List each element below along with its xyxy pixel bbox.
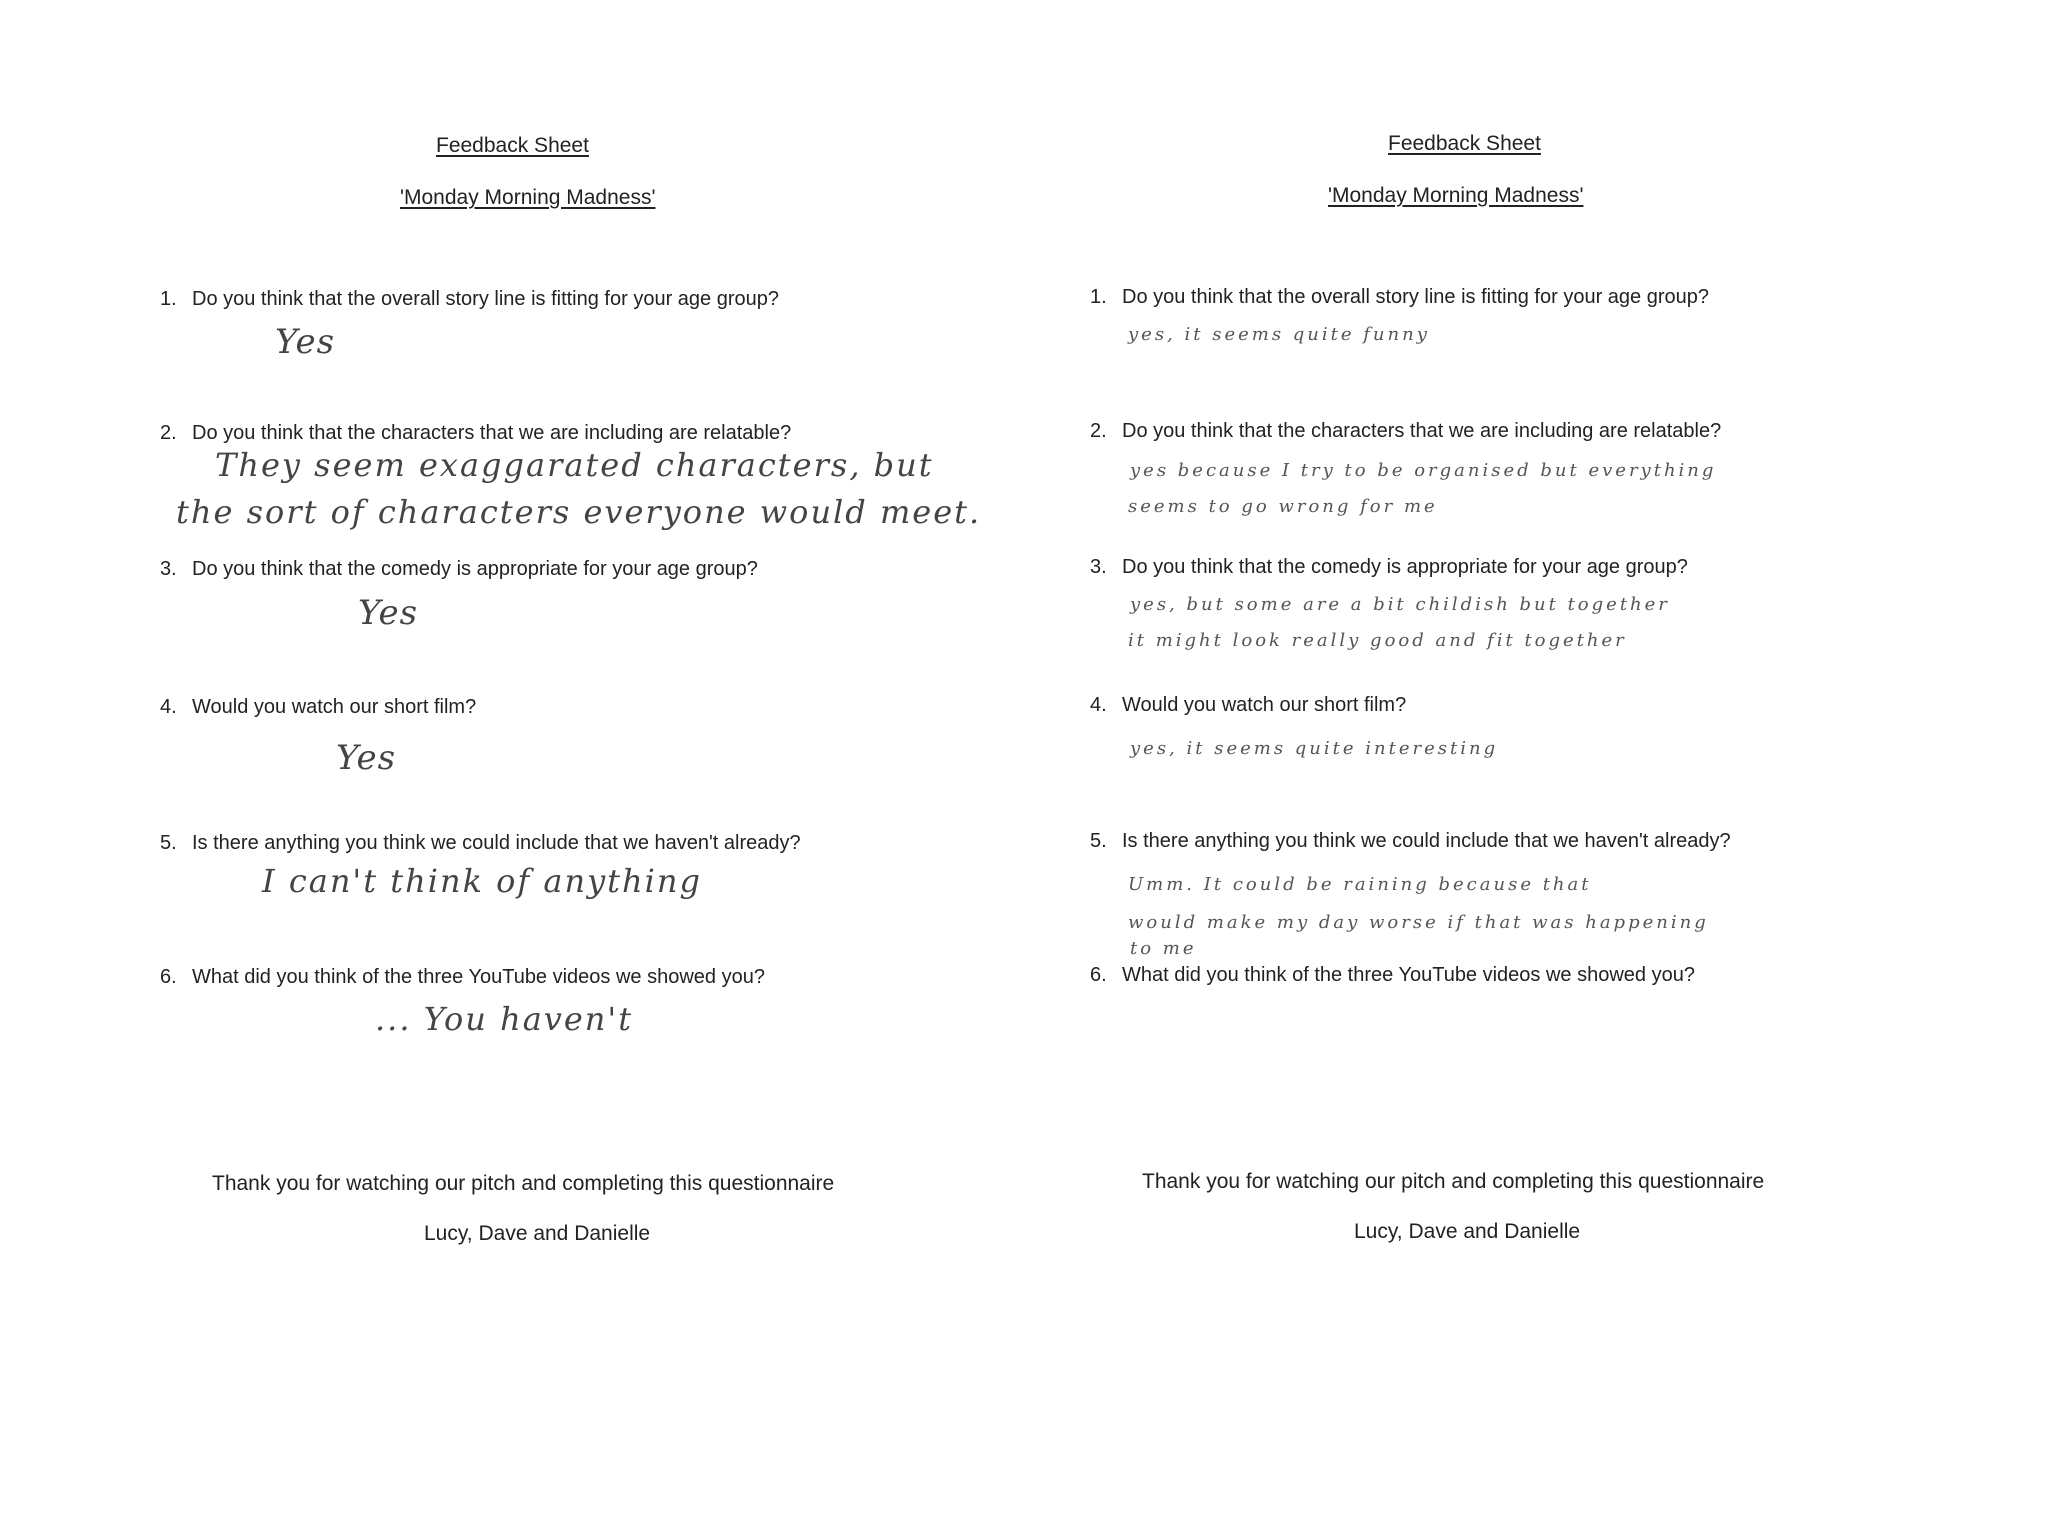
question-3: 3. Do you think that the comedy is appropriate for your age group? <box>160 558 758 580</box>
thank-you-note: Thank you for watching our pitch and completing this questionnaire <box>1142 1170 1765 1193</box>
thank-you-note: Thank you for watching our pitch and completing this questionnaire <box>212 1172 835 1195</box>
question-1: 1. Do you think that the overall story line is fitting for your age group? <box>1090 286 1709 308</box>
answer-5-line-2: would make my day worse if that was happening <box>1128 912 1709 933</box>
feedback-sheet-right <box>1024 0 2024 1536</box>
question-5: 5. Is there anything you think we could include that we haven't already? <box>160 832 801 854</box>
signoff: Lucy, Dave and Danielle <box>424 1222 651 1245</box>
answer-4: Yes <box>336 738 397 778</box>
question-4: 4. Would you watch our short film? <box>160 696 477 718</box>
answer-1: yes, it seems quite funny <box>1128 324 1430 345</box>
answer-2-line-2: seems to go wrong for me <box>1128 496 1438 517</box>
answer-5-line-3: to me <box>1130 938 1197 959</box>
answer-3-line-2: it might look really good and fit together <box>1128 630 1627 651</box>
signoff: Lucy, Dave and Danielle <box>1354 1220 1581 1243</box>
question-1: 1. Do you think that the overall story line is fitting for your age group? <box>160 288 779 310</box>
question-3: 3. Do you think that the comedy is appropriate for your age group? <box>1090 556 1688 578</box>
sheet-subtitle: 'Monday Morning Madness' <box>1328 184 1584 207</box>
answer-6: ... You haven't <box>375 1000 634 1038</box>
question-6: 6. What did you think of the three YouTube videos we showed you? <box>160 966 765 988</box>
sheet-title: Feedback Sheet <box>1388 132 1541 155</box>
answer-2-line-1: yes because I try to be organised but everything <box>1130 460 1717 481</box>
answer-3-line-1: yes, but some are a bit childish but together <box>1130 594 1670 615</box>
answer-5: I can't think of anything <box>262 862 702 900</box>
answer-3: Yes <box>358 593 419 633</box>
question-2: 2. Do you think that the characters that we are including are relatable? <box>1090 420 1722 442</box>
sheet-subtitle: 'Monday Morning Madness' <box>400 186 656 209</box>
question-6: 6. What did you think of the three YouTube videos we showed you? <box>1090 964 1695 986</box>
answer-2-line-1: They seem exaggarated characters, but <box>215 446 934 484</box>
question-5: 5. Is there anything you think we could include that we haven't already? <box>1090 830 1731 852</box>
question-4: 4. Would you watch our short film? <box>1090 694 1407 716</box>
feedback-sheet-left <box>0 0 1000 1536</box>
answer-1: Yes <box>275 322 336 362</box>
question-2: 2. Do you think that the characters that we are including are relatable? <box>160 422 792 444</box>
answer-2-line-2: the sort of characters everyone would meet. <box>176 493 982 531</box>
answer-4: yes, it seems quite interesting <box>1130 738 1499 759</box>
sheet-title: Feedback Sheet <box>436 134 589 157</box>
answer-5-line-1: Umm. It could be raining because that <box>1128 874 1592 895</box>
